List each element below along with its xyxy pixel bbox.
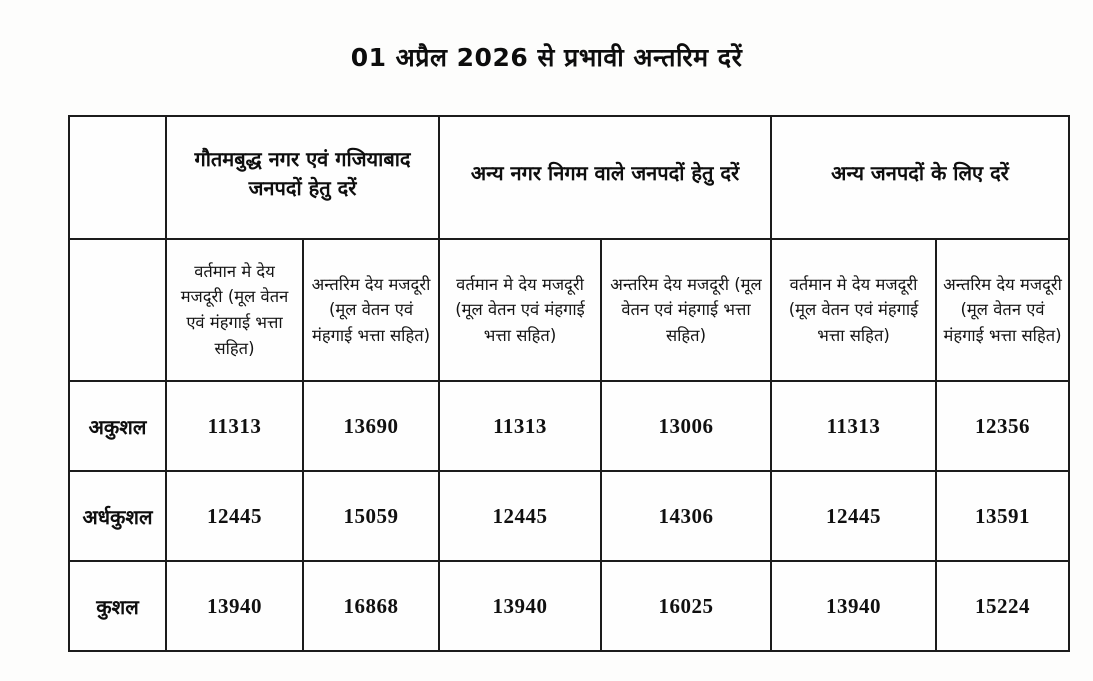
table-row-skilled xyxy=(69,561,1069,651)
value-cell: 13940 xyxy=(439,561,601,651)
corner-cell-top xyxy=(69,116,166,239)
sub-header-interim-wage-3: अन्तरिम देय मजदूरी (मूल वेतन एवं मंहगाई भत्ता सहित) xyxy=(936,239,1069,381)
row-label-semiskilled: अर्धकुशल xyxy=(69,471,166,561)
value-cell: 12445 xyxy=(771,471,936,561)
value-cell: 12445 xyxy=(166,471,303,561)
sub-header-row xyxy=(69,239,1069,381)
group-header-row xyxy=(69,116,1069,239)
group-header-other-districts: अन्य जनपदों के लिए दरें xyxy=(771,116,1069,239)
sub-header-interim-wage-1: अन्तरिम देय मजदूरी (मूल वेतन एवं मंहगाई भत्ता सहित) xyxy=(303,239,439,381)
value-cell: 15059 xyxy=(303,471,439,561)
row-label-unskilled: अकुशल xyxy=(69,381,166,471)
value-cell: 14306 xyxy=(601,471,771,561)
corner-cell-bottom xyxy=(69,239,166,381)
table-row-semiskilled xyxy=(69,471,1069,561)
value-cell: 13690 xyxy=(303,381,439,471)
sub-header-current-wage-1: वर्तमान मे देय मजदूरी (मूल वेतन एवं मंहगाई भत्ता सहित) xyxy=(166,239,303,381)
value-cell: 12356 xyxy=(936,381,1069,471)
document-title: 01 अप्रैल 2026 से प्रभावी अन्तरिम दरें xyxy=(350,43,743,72)
table-row-unskilled xyxy=(69,381,1069,471)
value-cell: 13591 xyxy=(936,471,1069,561)
sub-header-current-wage-3: वर्तमान मे देय मजदूरी (मूल वेतन एवं मंहगाई भत्ता सहित) xyxy=(771,239,936,381)
value-cell: 11313 xyxy=(166,381,303,471)
value-cell: 15224 xyxy=(936,561,1069,651)
value-cell: 13940 xyxy=(771,561,936,651)
value-cell: 16025 xyxy=(601,561,771,651)
value-cell: 11313 xyxy=(771,381,936,471)
group-header-other-nagar-nigam: अन्य नगर निगम वाले जनपदों हेतु दरें xyxy=(439,116,771,239)
value-cell: 13006 xyxy=(601,381,771,471)
sub-header-current-wage-2: वर्तमान मे देय मजदूरी (मूल वेतन एवं मंहगाई भत्ता सहित) xyxy=(439,239,601,381)
value-cell: 13940 xyxy=(166,561,303,651)
value-cell: 12445 xyxy=(439,471,601,561)
value-cell: 11313 xyxy=(439,381,601,471)
row-label-skilled: कुशल xyxy=(69,561,166,651)
value-cell: 16868 xyxy=(303,561,439,651)
sub-header-interim-wage-2: अन्तरिम देय मजदूरी (मूल वेतन एवं मंहगाई भत्ता सहित) xyxy=(601,239,771,381)
wage-rates-table xyxy=(68,115,1070,652)
group-header-gautambudh-ghaziabad: गौतमबुद्ध नगर एवं गजियाबाद जनपदों हेतु दरें xyxy=(166,116,439,239)
